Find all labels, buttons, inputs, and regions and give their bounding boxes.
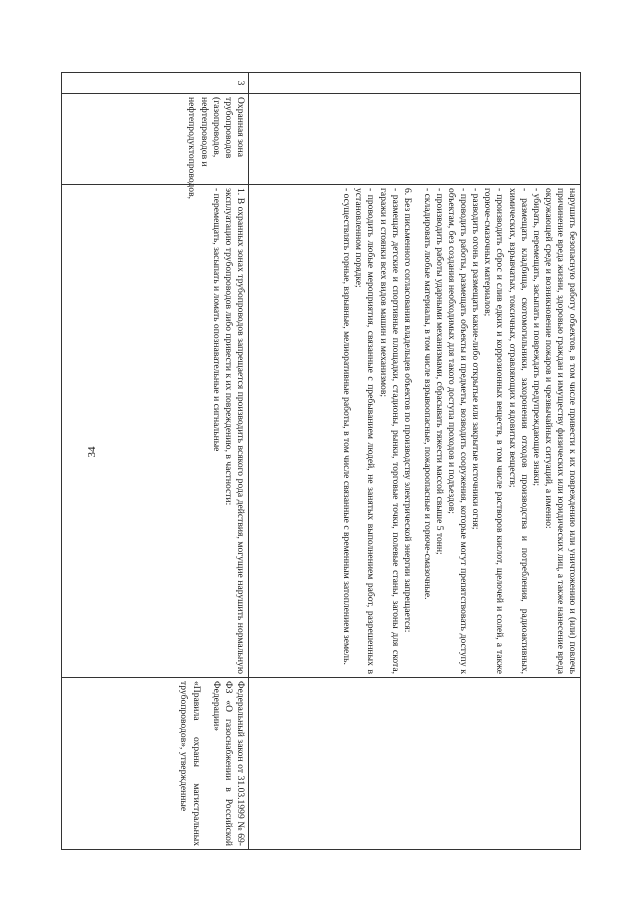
restrictions-table [61, 72, 581, 850]
requirement-line: - проводить любые мероприятия, связанные с пребыванием людей, не занятых выполнением работ, разрешенных в установленном порядке; [353, 188, 377, 674]
page-number: 34 [86, 446, 98, 458]
requirement-line: - проводить работы, размещать объекты и предметы, возводить сооружения, которые могут препятствовать доступу к объектам, без создания необходимых для такого доступа проходов и подъездов; [446, 188, 470, 674]
requirement-line: нарушить безопасную работу объектов, в том числе привести к их повреждению или уничтожению и (или) повлечь причинение вреда жизни, здоровью граждан и имуществу физических или юридических лиц, а также нанесение вреда окружающей среде и возникновение пожаров и чрезвычайных ситуаций, а именно: [542, 188, 578, 674]
requirements-cell [62, 185, 249, 678]
row-number-cell [248, 73, 580, 94]
requirement-line: - убирать, перемещать, засыпать и повреждать предупреждающие знаки; [530, 188, 542, 487]
legal-basis-cell [62, 678, 249, 850]
zone-name-cell [248, 94, 580, 185]
requirement-line: - разводить огонь и размещать какие-либо открытые или закрытые источники огня; [470, 188, 482, 530]
requirement-line: - размещать кладбища, скотомогильники, захоронения отходов производства и потребления, радиоактивных, химических, взрывчатых, токсичных, отравляющих и ядовитых веществ; [506, 188, 530, 674]
legal-basis-cell [248, 678, 580, 850]
law-reference: «Правила охраны магистральных трубопроводов», утвержденные [178, 681, 202, 846]
table-row [62, 73, 249, 850]
requirements-cell [248, 185, 580, 678]
requirement-line: - производить сброс и слив едких и коррозионных веществ, в том числе растворов кислот, щелочей и солей, а также горюче-смазочных материалов; [482, 188, 506, 674]
zone-name-cell: Охранная зона трубопроводов (газопроводов, нефтепроводов и нефтепродуктопроводов, [62, 94, 249, 185]
requirement-line: 6. Без письменного согласования владельцев объектов по производству электрической энергии запрещается: [401, 188, 413, 633]
requirement-line: - осуществлять горные, взрывные, мелиоративные работы, в том числе связанные с временным затоплением земель. [341, 188, 353, 665]
requirement-line: - перемещать, засыпать и ломать опознавательные и сигнальные [210, 188, 222, 452]
rotated-table-area [61, 72, 581, 850]
row-number-cell: 3 [62, 73, 249, 94]
requirement-line: - размещать детские и спортивные площадки, стадионы, рынки, торговые точки, полевые станы, загоны для скота, гаражи и стоянки всех видов машин и механизмов; [377, 188, 401, 674]
requirement-line: - производить работы ударными механизмами, сбрасывать тяжести массой свыше 5 тонн; [433, 188, 445, 555]
requirement-line: - складировать любые материалы, в том числе взрывоопасные, пожароопасные и горюче-смазочные. [421, 188, 433, 600]
table-row [248, 73, 580, 850]
law-reference: Федеральный закон от 31.03.1999 № 69-ФЗ «О газоснабжении в Российской Федерации» [210, 681, 246, 846]
requirement-line: 1. В охранных зонах трубопроводов запрещается производить всякого рода действия, могущие нарушить нормальную эксплуатацию трубопроводов либо привести к их повреждению, в частности: [222, 188, 246, 674]
